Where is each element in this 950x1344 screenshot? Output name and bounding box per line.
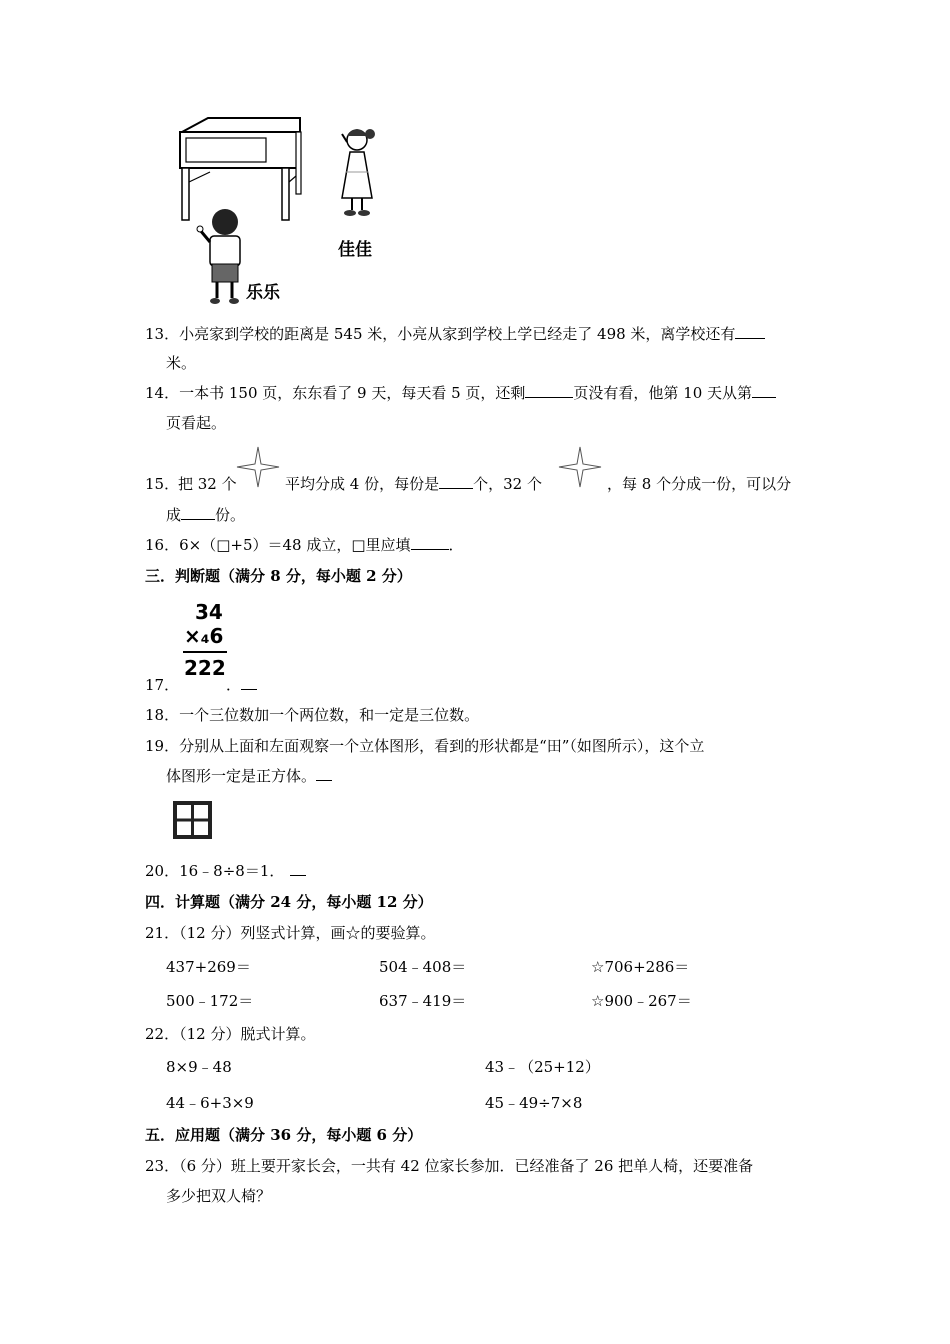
section-3-title: 三．判断题（满分 8 分，每小题 2 分） — [145, 567, 412, 585]
desk-leg — [282, 168, 289, 220]
section-5-title: 五．应用题（满分 36 分，每小题 6 分） — [145, 1126, 423, 1144]
q14-number: 14． — [145, 384, 180, 402]
q13-text: 小亮家到学校的距离是 545 米，小亮从家到学校上学已经走了 498 米，离学校还有 — [179, 325, 736, 343]
q22-item: 45﹣49÷7×8 — [485, 1094, 583, 1112]
q17-answer — [226, 675, 257, 695]
desk-front — [180, 132, 300, 168]
q18-text: 一个三位数加一个两位数，和一定是三位数。 — [179, 706, 480, 724]
q13-blank[interactable] — [735, 324, 765, 339]
question-13 — [145, 324, 765, 344]
q21-item: 500﹣172＝ — [166, 992, 254, 1010]
star-icon — [557, 445, 603, 489]
q22-item: 43﹣（25+12） — [485, 1058, 600, 1076]
girl-figure — [342, 129, 375, 216]
question-19 — [145, 736, 704, 756]
q23-number: 23． — [145, 1157, 180, 1175]
q13-number: 13． — [145, 325, 180, 343]
q15-text-2 — [285, 474, 542, 494]
desk-children-figure — [170, 112, 410, 312]
q17-rule — [183, 651, 227, 653]
q15-continued — [166, 505, 245, 525]
q20-number: 20． — [145, 862, 180, 880]
question-16 — [145, 535, 464, 555]
q15-text-1: 把 32 个 — [178, 475, 237, 493]
q16-number: 16． — [145, 536, 180, 554]
q15-blank-1[interactable] — [439, 474, 473, 489]
tian-shape-figure — [172, 800, 214, 840]
q21-item: ☆900﹣267＝ — [591, 992, 692, 1010]
label-jiajia: 佳佳 — [338, 240, 372, 260]
q19-number: 19． — [145, 737, 180, 755]
label-lele: 乐乐 — [246, 283, 280, 303]
q16-end: ． — [448, 536, 464, 554]
q22-text: （12 分）脱式计算。 — [179, 1025, 316, 1043]
q17-multiplier: ×₄6 — [184, 624, 224, 648]
q14-continued: 页看起。 — [166, 414, 227, 432]
desk-top-edge — [182, 118, 300, 132]
q16-blank[interactable] — [411, 535, 449, 550]
q23-text: （6 分）班上要开家长会，一共有 42 位家长参加．已经准备了 26 把单人椅，还要准备 — [179, 1157, 754, 1175]
q17-blank[interactable] — [241, 675, 257, 690]
desk-leg — [296, 132, 301, 194]
section-4-title: 四．计算题（满分 24 分，每小题 12 分） — [145, 893, 433, 911]
q14-text-2: 页没有看，他第 10 天从第 — [573, 384, 753, 402]
q17-end: ． — [226, 676, 242, 694]
question-20 — [145, 861, 306, 881]
q14-blank-1[interactable] — [525, 383, 573, 398]
q15-part-3: 个，32 个 — [473, 475, 542, 493]
question-14 — [145, 383, 776, 403]
star-icon — [235, 445, 281, 489]
q21-number: 21． — [145, 924, 180, 942]
desk-drawer — [186, 138, 266, 162]
q17-top-number: 34 — [195, 600, 223, 624]
q23-continued: 多少把双人椅？ — [166, 1187, 272, 1205]
boy-figure — [197, 209, 240, 304]
q19-blank[interactable] — [316, 766, 332, 781]
q13-continued: 米。 — [166, 354, 197, 372]
q21-item: 637﹣419＝ — [379, 992, 467, 1010]
q15-blank-2[interactable] — [181, 505, 215, 520]
q22-item: 8×9﹣48 — [166, 1058, 232, 1076]
q14-text: 一本书 150 页，东东看了 9 天，每天看 5 页，还剩 — [179, 384, 526, 402]
q16-text: 6×（□+5）＝48 成立，□里应填 — [179, 536, 411, 554]
q15-part-b: 成 — [166, 506, 182, 524]
q19-text: 分别从上面和左面观察一个立体图形，看到的形状都是“田”（如图所示），这个立 — [179, 737, 705, 755]
q15-part-2: 平均分成 4 份，每份是 — [285, 475, 440, 493]
q20-text: 16﹣8÷8＝1． — [179, 862, 285, 880]
q19-continued — [166, 766, 332, 786]
question-18 — [145, 705, 479, 725]
question-15-number: 15． — [145, 475, 180, 493]
q14-blank-2[interactable] — [752, 383, 776, 398]
q15-part-b2: 份。 — [215, 506, 246, 524]
q22-number: 22． — [145, 1025, 180, 1043]
q18-number: 18． — [145, 706, 180, 724]
q21-item: ☆706+286＝ — [591, 958, 690, 976]
q17-product: 222 — [184, 656, 226, 680]
q15-text-4: ，每 8 个分成一份，可以分 — [607, 475, 792, 493]
q21-item: 437+269＝ — [166, 958, 251, 976]
question-23 — [145, 1156, 753, 1176]
q19-text-2: 体图形一定是正方体。 — [166, 767, 317, 785]
desk-leg — [182, 168, 189, 220]
q21-text: （12 分）列竖式计算，画☆的要验算。 — [179, 924, 436, 942]
question-22 — [145, 1024, 315, 1044]
q21-item: 504﹣408＝ — [379, 958, 467, 976]
q20-blank[interactable] — [290, 861, 306, 876]
q22-item: 44﹣6+3×9 — [166, 1094, 254, 1112]
question-17-number: 17． — [145, 676, 180, 694]
question-21 — [145, 923, 435, 943]
